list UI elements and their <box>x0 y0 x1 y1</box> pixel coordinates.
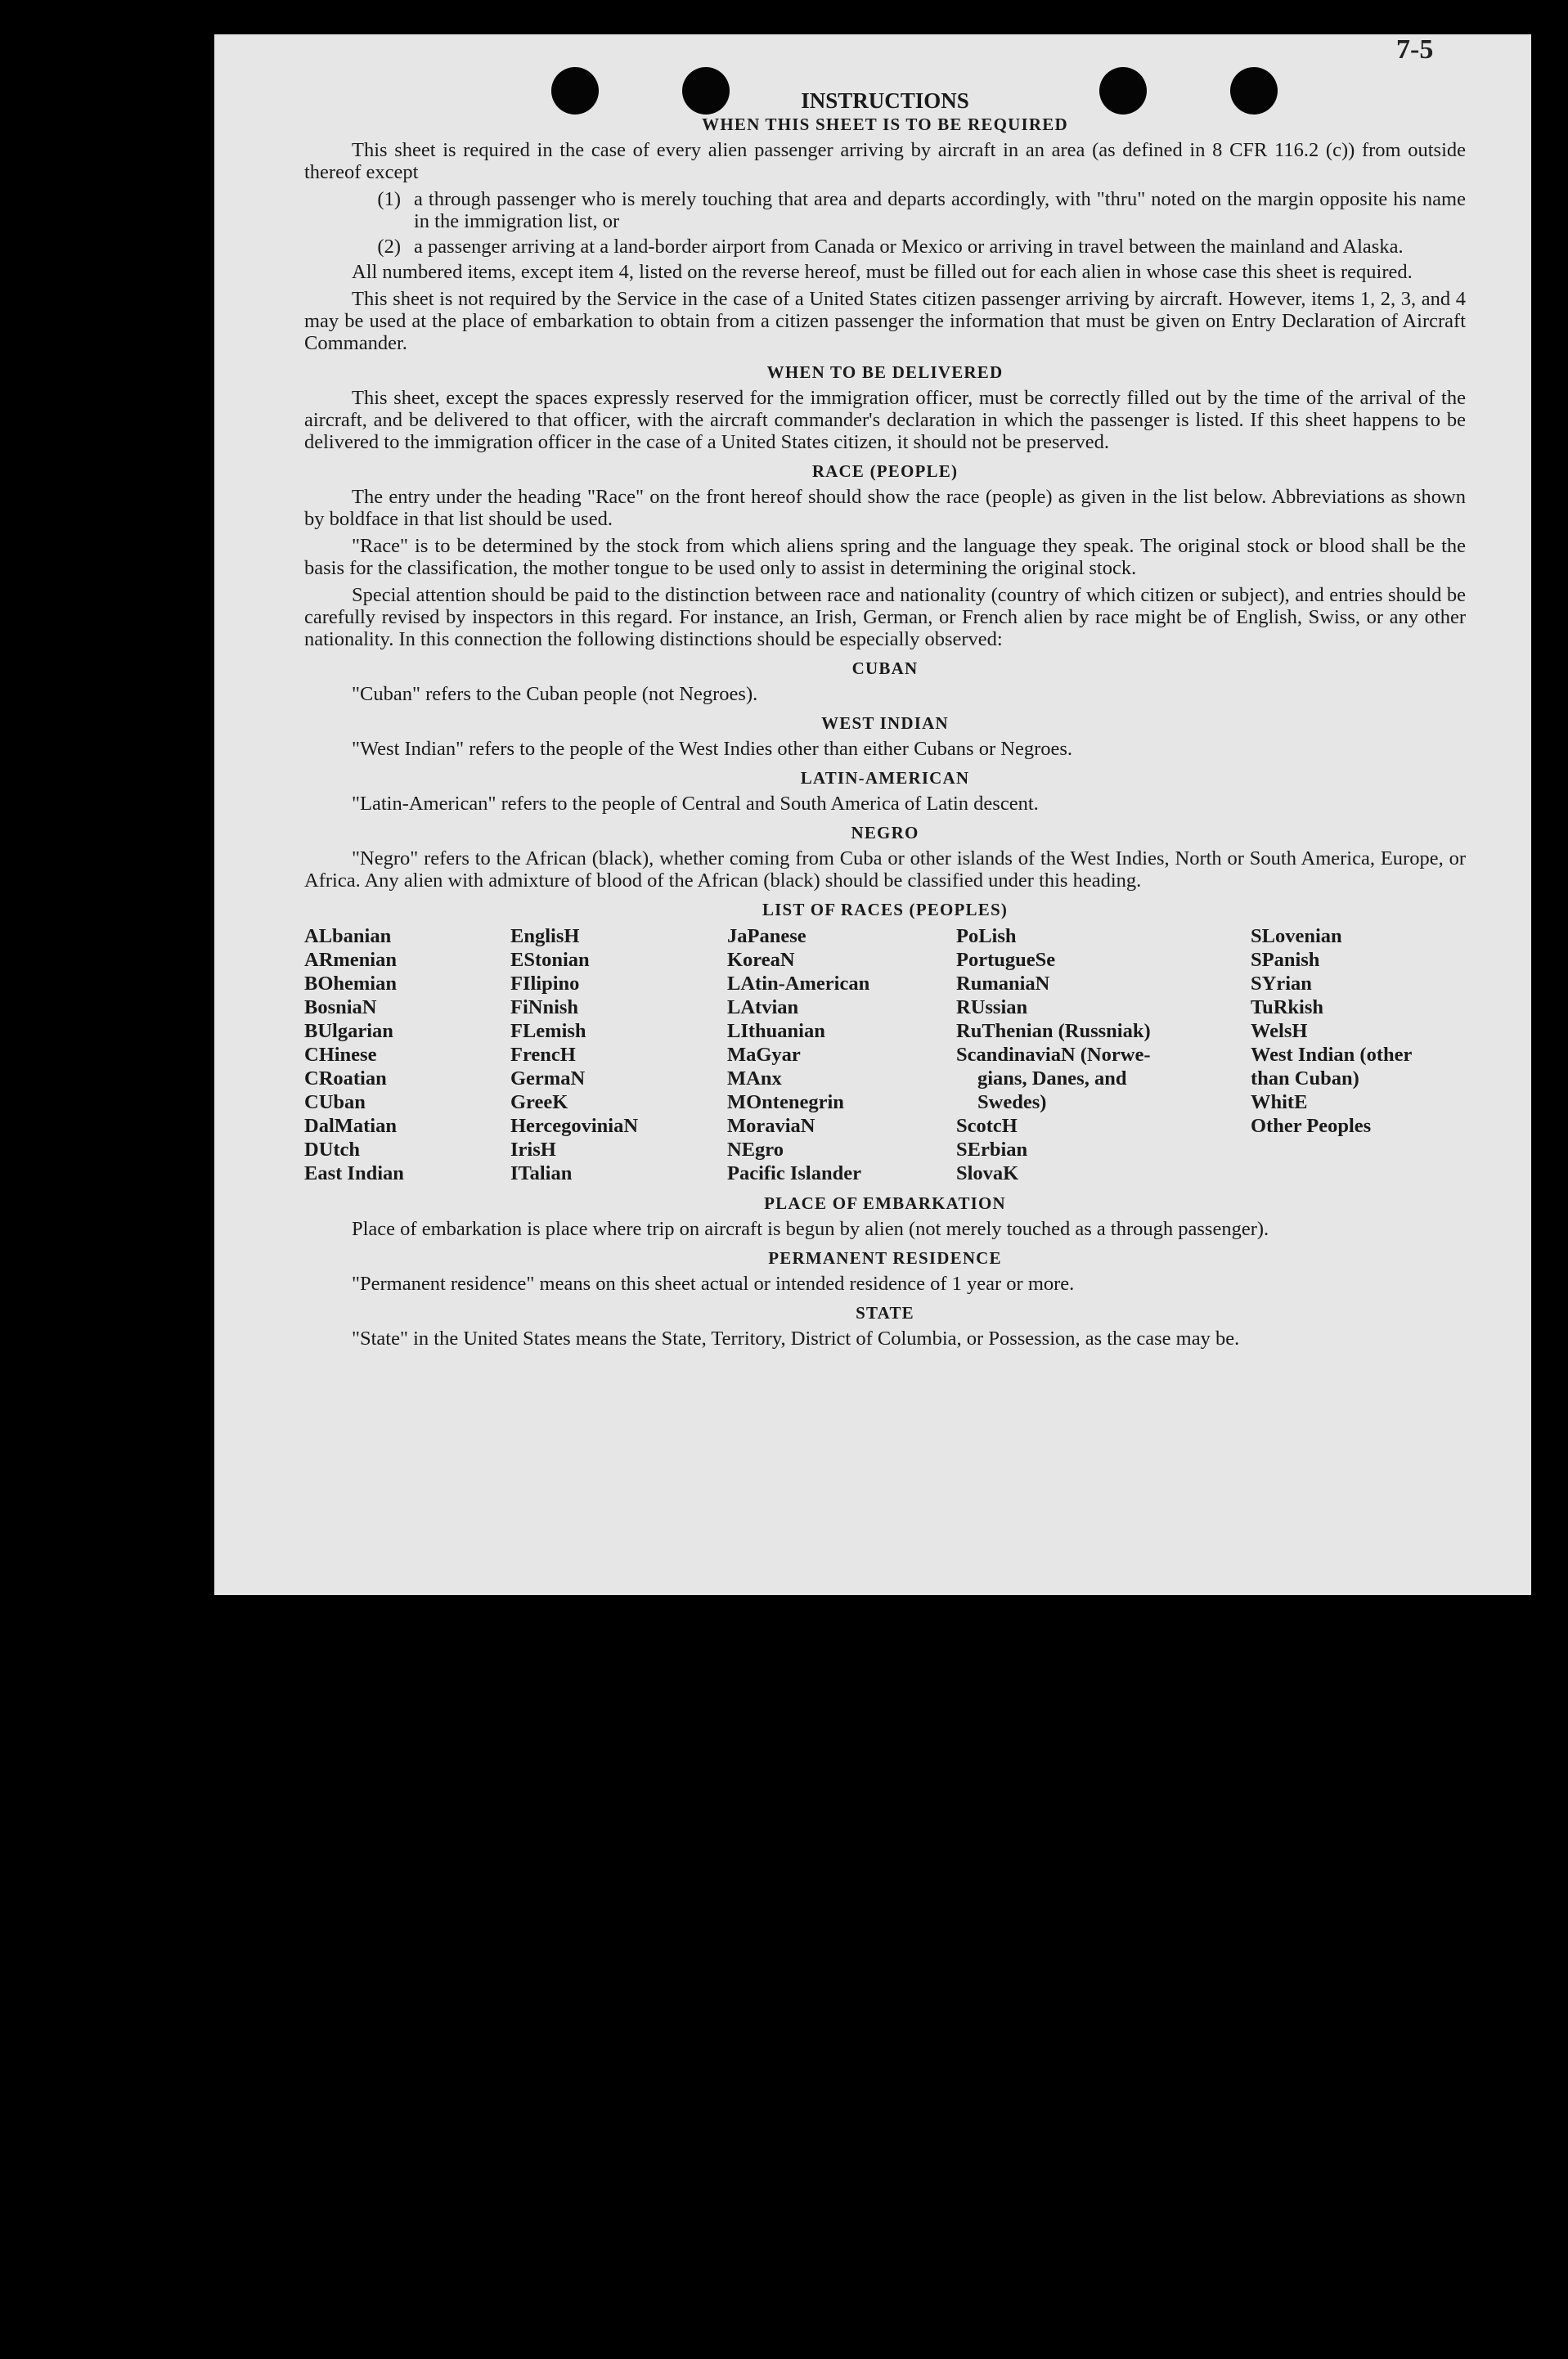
paragraph: Place of embarkation is place where trip on aircraft is begun by alien (not merely touched as a through passenger). <box>352 1218 1269 1240</box>
paragraph: This sheet is required in the case of every alien passenger arriving by aircraft in an area (as defined in 8 CFR 116.2 (c)) from outside thereof except <box>304 139 1466 183</box>
heading-when-delivered: WHEN TO BE DELIVERED <box>766 362 1004 382</box>
race-entry: MoraviaN <box>727 1115 815 1137</box>
heading-negro: NEGRO <box>851 823 919 842</box>
paragraph: This sheet is not required by the Service in the case of a United States citizen passenger arriving by aircraft. However, items 1, 2, 3, and 4 may be used at the place of embarkation to obtain from a citizen passenger the information that must be given on Entry Declaration of Aircraft Commander. <box>304 288 1466 354</box>
race-entry: gians, Danes, and <box>977 1067 1127 1090</box>
race-entry: Swedes) <box>977 1091 1047 1113</box>
heading-list-of-races: LIST OF RACES (PEOPLES) <box>762 900 1009 919</box>
race-entry: West Indian (other <box>1251 1044 1413 1066</box>
races-column-4 <box>956 924 1251 1185</box>
race-entry: KoreaN <box>727 949 795 971</box>
race-entry: EStonian <box>510 949 590 971</box>
race-entry: MAnx <box>727 1067 782 1090</box>
paragraph: "West Indian" refers to the people of the West Indies other than either Cubans or Negroes. <box>352 738 1073 760</box>
heading-state: STATE <box>856 1303 914 1323</box>
races-column-2 <box>510 924 727 1185</box>
heading-race: RACE (PEOPLE) <box>811 461 959 481</box>
list-item <box>304 188 1466 232</box>
race-entry: than Cuban) <box>1251 1067 1359 1090</box>
race-entry: SPanish <box>1251 949 1320 971</box>
paragraph: "Latin-American" refers to the people of Central and South America of Latin descent. <box>352 793 1039 815</box>
instructions-content <box>304 90 1466 1355</box>
heading-permanent-residence: PERMANENT RESIDENCE <box>768 1248 1002 1268</box>
races-column-5 <box>1251 924 1466 1185</box>
race-entry: LAtin-American <box>727 973 870 995</box>
race-entry: ALbanian <box>304 925 392 947</box>
race-entry: WhitE <box>1251 1091 1308 1113</box>
paragraph: "State" in the United States means the State, Territory, District of Columbia, or Possession, as the case may be. <box>352 1328 1240 1350</box>
race-entry: FLemish <box>510 1020 586 1042</box>
corner-mark: 7-5 <box>1396 34 1434 65</box>
paragraph: "Permanent residence" means on this sheet actual or intended residence of 1 year or more. <box>352 1273 1075 1295</box>
races-column-3 <box>727 924 956 1185</box>
race-entry: ITalian <box>510 1162 573 1184</box>
race-entry: SLovenian <box>1251 925 1342 947</box>
race-entry: LAtvian <box>727 996 799 1018</box>
race-entry: PoLish <box>956 925 1017 947</box>
paragraph: All numbered items, except item 4, listed on the reverse hereof, must be filled out for each alien in whose case this sheet is required. <box>352 261 1413 283</box>
race-entry: Pacific Islander <box>727 1162 861 1184</box>
item-number: (2) <box>377 236 401 258</box>
race-entry: PortugueSe <box>956 949 1056 971</box>
race-entry: FIlipino <box>510 973 580 995</box>
paragraph: "Race" is to be determined by the stock from which aliens spring and the language they speak. The original stock or blood shall be the basis for the classification, the mother tongue to be used only to assist in determining the original stock. <box>304 535 1466 579</box>
race-entry: MaGyar <box>727 1044 801 1066</box>
race-entry: EnglisH <box>510 925 580 947</box>
item-text: a passenger arriving at a land-border airport from Canada or Mexico or arriving in travel between the mainland and Alaska. <box>414 236 1404 258</box>
races-table <box>304 924 1466 1185</box>
race-entry: RUssian <box>956 996 1028 1018</box>
races-column-1 <box>304 924 510 1185</box>
heading-latin-american: LATIN-AMERICAN <box>800 768 970 788</box>
paragraph: "Cuban" refers to the Cuban people (not Negroes). <box>352 683 758 705</box>
race-entry: JaPanese <box>727 925 806 947</box>
race-entry: SYrian <box>1251 973 1312 995</box>
race-entry: IrisH <box>510 1139 556 1161</box>
heading-place-of-embarkation: PLACE OF EMBARKATION <box>764 1193 1006 1213</box>
list-item <box>304 236 1466 258</box>
race-entry: ARmenian <box>304 949 397 971</box>
race-entry: DalMatian <box>304 1115 397 1137</box>
race-entry: RumaniaN <box>956 973 1050 995</box>
race-entry: BUlgarian <box>304 1020 393 1042</box>
race-entry: FiNnish <box>510 996 579 1018</box>
race-entry: LIthuanian <box>727 1020 825 1042</box>
race-entry: ScotcH <box>956 1115 1018 1137</box>
race-entry: HercegoviniaN <box>510 1115 639 1137</box>
race-entry: CUban <box>304 1091 366 1113</box>
paragraph: This sheet, except the spaces expressly reserved for the immigration officer, must be correctly filled out by the time of the arrival of the aircraft, and be delivered to that officer, with the aircraft commander's declaration in which the passenger is listed. If this sheet happens to be delivered to the immigration officer in the case of a United States citizen, it should not be preserved. <box>304 387 1466 453</box>
race-entry: BosniaN <box>304 996 377 1018</box>
race-entry: CHinese <box>304 1044 377 1066</box>
document-sheet <box>214 34 1531 1595</box>
race-entry: RuThenian (Russniak) <box>956 1020 1151 1042</box>
race-entry: WelsH <box>1251 1020 1308 1042</box>
item-text: a through passenger who is merely touching that area and departs accordingly, with "thru" noted on the margin opposite his name in the immigration list, or <box>414 188 1466 232</box>
race-entry: SErbian <box>956 1139 1028 1161</box>
race-entry: DUtch <box>304 1139 361 1161</box>
paragraph: Special attention should be paid to the distinction between race and nationality (country of which citizen or subject), and entries should be carefully revised by inspectors in this regard. For instance, an Irish, German, or French alien by race might be of English, Swiss, or any other nationality. In this connection the following distinctions should be especially observed: <box>304 584 1466 650</box>
race-entry: FrencH <box>510 1044 576 1066</box>
race-entry: BOhemian <box>304 973 397 995</box>
race-entry: GermaN <box>510 1067 586 1090</box>
heading-when-required: WHEN THIS SHEET IS TO BE REQUIRED <box>702 115 1068 134</box>
race-entry: ScandinaviaN (Norwe- <box>956 1044 1151 1066</box>
race-entry: East Indian <box>304 1162 404 1184</box>
race-entry: SlovaK <box>956 1162 1019 1184</box>
page-title: INSTRUCTIONS <box>801 88 969 113</box>
race-entry: TuRkish <box>1251 996 1324 1018</box>
race-entry: GreeK <box>510 1091 568 1113</box>
paragraph: The entry under the heading "Race" on the front hereof should show the race (people) as given in the list below. Abbreviations as shown by boldface in that list should be used. <box>304 486 1466 530</box>
race-entry: NEgro <box>727 1139 784 1161</box>
race-entry: MOntenegrin <box>727 1091 844 1113</box>
race-entry: CRoatian <box>304 1067 387 1090</box>
item-number: (1) <box>377 188 401 210</box>
race-entry: Other Peoples <box>1251 1115 1372 1137</box>
heading-west-indian: WEST INDIAN <box>821 713 949 733</box>
heading-cuban: CUBAN <box>851 658 919 678</box>
paragraph: "Negro" refers to the African (black), whether coming from Cuba or other islands of the West Indies, North or South America, Europe, or Africa. Any alien with admixture of blood of the African (black) should be classified under this heading. <box>304 847 1466 892</box>
